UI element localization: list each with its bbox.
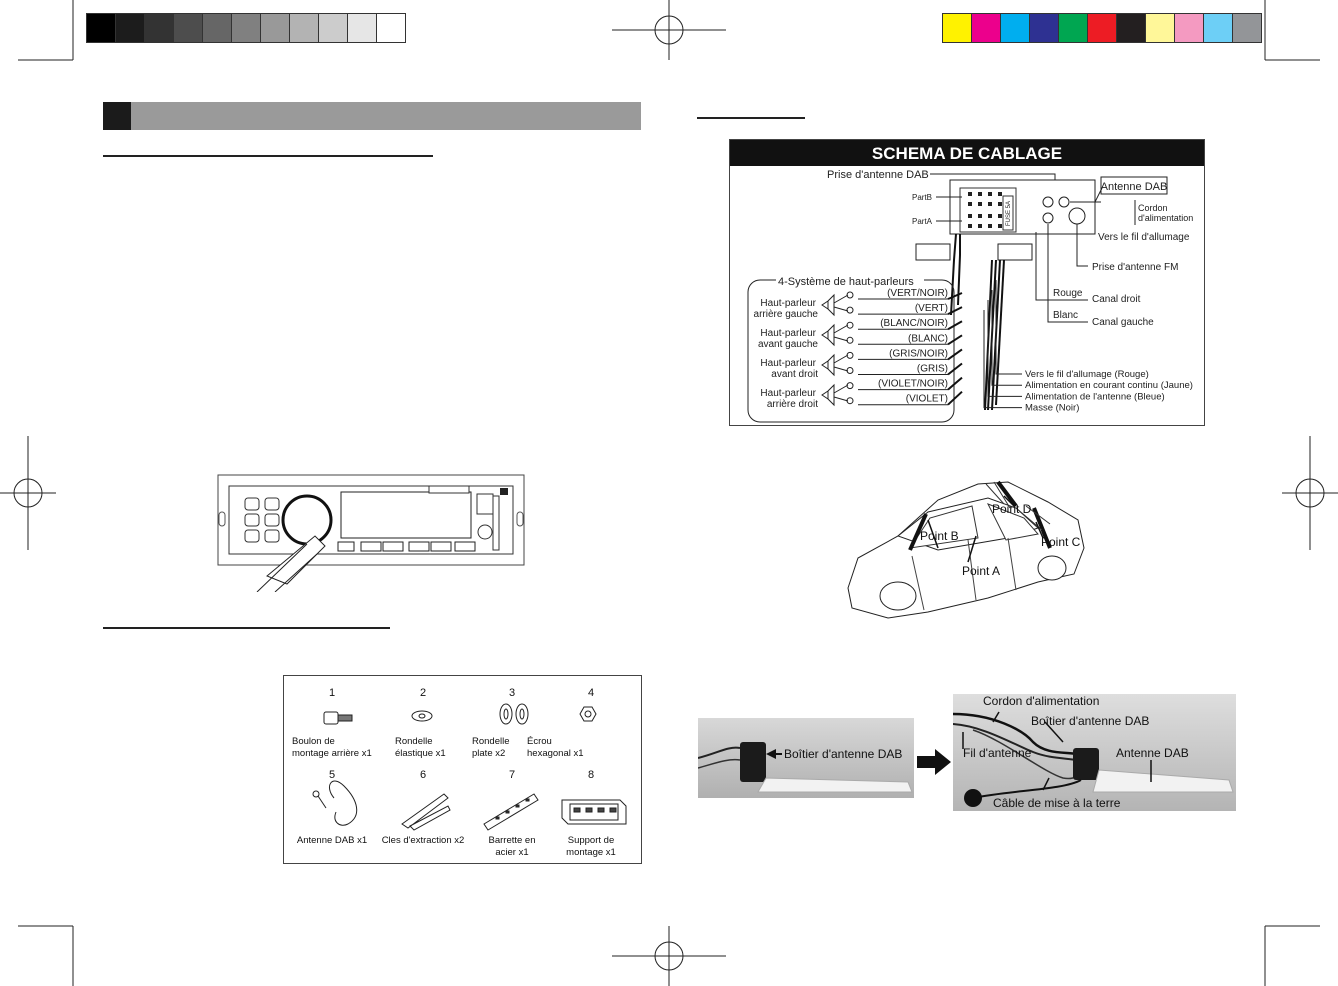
accessory-number: 3	[508, 687, 516, 699]
fm-socket-label: Prise d'antenne FM	[1092, 262, 1179, 273]
color-swatch	[1204, 14, 1233, 42]
accessory-label-line1: Rondelle	[395, 736, 433, 747]
gray-swatch	[87, 14, 116, 42]
dab-socket-label: Prise d'antenne DAB	[827, 169, 929, 181]
speaker-wire-lead	[948, 335, 962, 344]
speaker-icon	[822, 385, 834, 405]
heading-underline	[103, 627, 390, 629]
wire-color-label: (VIOLET/NOIR)	[877, 378, 948, 390]
gray-swatch	[203, 14, 232, 42]
part-a-label: PartA	[912, 217, 933, 226]
accessory-label-line1: Barrette en	[488, 835, 536, 846]
point-c-label: Point C	[1041, 535, 1081, 549]
accessory-label-line2: acier x1	[495, 847, 529, 858]
speaker-lead	[834, 337, 848, 341]
gray-swatch	[261, 14, 290, 42]
speaker-name-line2: arrière gauche	[753, 309, 818, 320]
speaker-name-line1: Haut-parleur	[760, 328, 816, 339]
speaker-name-line2: avant gauche	[757, 339, 818, 350]
antenna-wire-photo-label: Fil d'antenne	[963, 746, 1032, 760]
power-cord-line1: Cordon	[1138, 203, 1168, 213]
accessories-panel	[283, 675, 642, 864]
point-d-label: Point D	[992, 502, 1032, 516]
gray-swatch	[319, 14, 348, 42]
gray-swatch	[116, 14, 145, 42]
antenna-assembly-photo-right	[953, 694, 1236, 811]
accessory-label-line1: Cles d'extraction x2	[381, 835, 465, 846]
heading-underline	[103, 155, 433, 157]
gray-swatch	[290, 14, 319, 42]
terminal-icon	[847, 337, 853, 343]
color-swatch	[943, 14, 972, 42]
power-wire-label: Vers le fil d'allumage (Rouge)	[1025, 369, 1149, 380]
speaker-name-line2: avant droit	[771, 369, 818, 380]
accessory-label-line2: montage arrière x1	[292, 748, 372, 759]
color-swatch	[1030, 14, 1059, 42]
color-swatch	[1059, 14, 1088, 42]
dab-box-photo-label: Boîtier d'antenne DAB	[1031, 714, 1150, 728]
accessory-label-line1: Antenne DAB x1	[296, 835, 368, 846]
speaker-lead	[834, 367, 848, 371]
accessory-label-line1: Écrou	[527, 736, 552, 747]
gray-swatch	[232, 14, 261, 42]
accessory-label-line1: Support de	[567, 835, 615, 846]
color-swatch	[1233, 14, 1261, 42]
ground-cable-photo-label: Câble de mise à la terre	[993, 796, 1121, 810]
fuse-label: FUSE 5A	[1006, 200, 1012, 226]
accessory-number: 2	[419, 687, 427, 699]
speaker-icon	[822, 355, 834, 375]
process-color-bar	[942, 13, 1262, 43]
point-b-label: Point B	[920, 529, 959, 543]
wire-color-label: (VERT/NOIR)	[887, 288, 948, 299]
accessory-number: 5	[328, 769, 336, 781]
color-swatch	[1175, 14, 1204, 42]
canal-gauche-label: Canal gauche	[1092, 317, 1154, 328]
speaker-wire-lead	[948, 378, 962, 390]
speaker-system-label: 4-Système de haut-parleurs	[778, 276, 914, 288]
point-a-label: Point A	[962, 564, 1001, 578]
section-header-bar	[103, 102, 641, 130]
color-swatch	[1117, 14, 1146, 42]
color-swatch	[972, 14, 1001, 42]
speaker-name-line1: Haut-parleur	[760, 358, 816, 369]
antenna-box-photo-left	[698, 718, 914, 798]
accessory-label-line2: hexagonal x1	[527, 748, 584, 759]
power-wire-label: Alimentation de l'antenne (Bleue)	[1025, 391, 1165, 403]
terminal-icon	[847, 307, 853, 313]
speaker-lead	[834, 325, 848, 333]
color-swatch	[1146, 14, 1175, 42]
wire-color-label: (BLANC)	[907, 333, 948, 345]
gray-swatch	[145, 14, 174, 42]
car-antenna-placement-illustration	[838, 478, 1088, 626]
speaker-icon	[822, 295, 834, 315]
left-photo-box-label: Boîtier d'antenne DAB	[784, 747, 903, 761]
accessory-number: 4	[587, 687, 595, 699]
blanc-label: Blanc	[1053, 310, 1079, 321]
speaker-wire-lead	[948, 392, 962, 405]
color-swatch	[1088, 14, 1117, 42]
part-b-label: PartB	[912, 193, 933, 202]
wiring-title: SCHEMA DE CABLAGE	[871, 144, 1063, 163]
speaker-lead	[834, 385, 848, 393]
speaker-icon	[822, 325, 834, 345]
speaker-lead	[834, 295, 848, 303]
power-cord-line2: d'alimentation	[1138, 213, 1194, 223]
speaker-wire-lead	[948, 349, 962, 359]
accessory-number: 1	[328, 687, 336, 699]
accessory-number: 8	[587, 769, 595, 781]
wiring-diagram-panel	[729, 139, 1205, 426]
accessory-label-line2: montage x1	[566, 847, 616, 858]
accessory-number: 6	[419, 769, 427, 781]
speaker-lead	[834, 397, 848, 401]
gray-swatch	[174, 14, 203, 42]
power-wire-label: Masse (Noir)	[1025, 402, 1080, 414]
gray-swatch	[377, 14, 405, 42]
speaker-wire-lead	[948, 321, 962, 329]
ignition-label: Vers le fil d'allumage	[1098, 232, 1190, 243]
accessory-label-line1: Boulon de	[292, 736, 335, 747]
gray-swatch	[348, 14, 377, 42]
speaker-name-line2: arrière droit	[766, 399, 818, 410]
wire-color-label: (GRIS)	[916, 363, 948, 375]
speaker-name-line1: Haut-parleur	[760, 298, 816, 309]
dab-antenna-photo-label: Antenne DAB	[1116, 746, 1189, 760]
speaker-name-line1: Haut-parleur	[760, 388, 816, 399]
power-wire-label: Alimentation en courant continu (Jaune)	[1025, 380, 1193, 392]
rouge-label: Rouge	[1053, 288, 1083, 299]
accessories-grid	[284, 676, 641, 863]
wire-color-label: (GRIS/NOIR)	[889, 348, 948, 360]
canal-droit-label: Canal droit	[1092, 294, 1141, 305]
wire-color-label: (VIOLET)	[905, 393, 948, 405]
wire-color-label: (BLANC/NOIR)	[880, 318, 948, 330]
speaker-wire-lead	[948, 293, 962, 299]
speaker-wire-lead	[948, 307, 962, 314]
accessory-label-line1: Rondelle	[472, 736, 510, 747]
speaker-lead	[834, 307, 848, 311]
arrow-right-icon	[917, 749, 951, 775]
speaker-lead	[834, 355, 848, 363]
color-swatch	[1001, 14, 1030, 42]
speaker-wire-lead	[948, 364, 962, 375]
accessory-number: 7	[508, 769, 516, 781]
antenna-dab-label: Antenne DAB	[1100, 181, 1168, 193]
accessory-label-line2: plate x2	[472, 748, 506, 759]
heading-underline	[697, 117, 805, 119]
power-cord-photo-label: Cordon d'alimentation	[983, 694, 1100, 708]
wire-color-label: (VERT)	[914, 303, 948, 315]
wiring-diagram	[730, 140, 1204, 425]
accessory-label-line2: élastique x1	[395, 748, 446, 759]
radio-front-panel-illustration	[217, 474, 525, 592]
grayscale-color-bar	[86, 13, 406, 43]
